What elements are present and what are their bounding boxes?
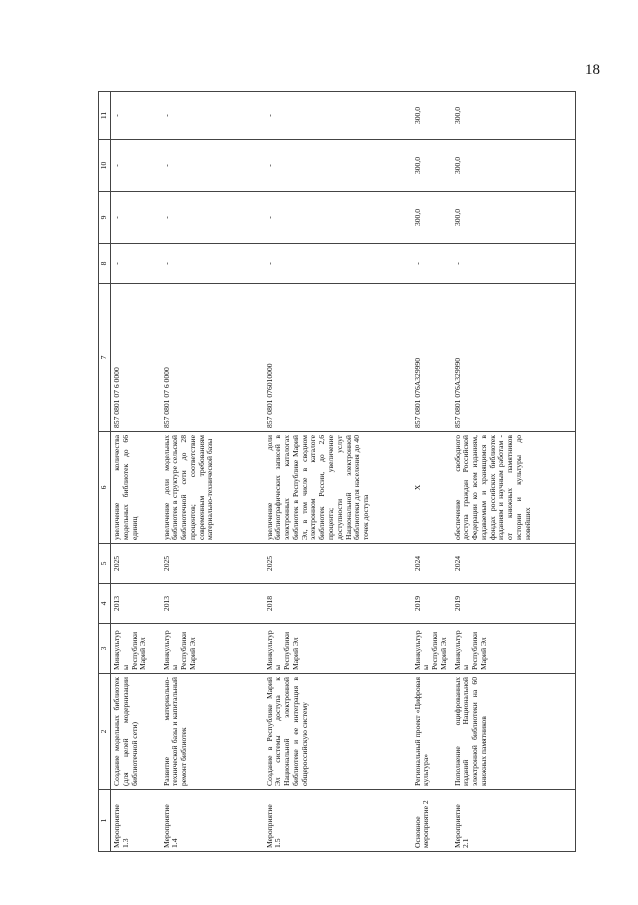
column-number-row [99,92,111,852]
amount-cell: - [161,244,264,284]
budget-code: 857 0801 07 6 0000 [161,284,264,432]
start-year: 2019 [412,584,452,624]
responsible-executor: Минкультуры Республики Марий Эл [161,624,264,674]
activity-name: Создание модельных библиотек (для целей модернизации библиотечной сети) [111,674,161,790]
amount-cell: 300,0 [452,192,576,244]
column-header: 10 [99,140,111,192]
program-activities-table [98,91,576,852]
end-year: 2025 [111,544,161,584]
start-year: 2013 [161,584,264,624]
table-row [264,92,412,852]
amount-cell: - [264,92,412,140]
column-header: 9 [99,192,111,244]
amount-cell: 300,0 [412,192,452,244]
column-header: 7 [99,284,111,432]
amount-cell: 300,0 [412,92,452,140]
expected-result: обеспечение свободного доступа граждан Российской Федерации ко всем изданиям, издаваемым и хранящимся в фондах российских библиотек изданиям и научным работам - от книжных памятников истории и культуры до новейших [452,432,576,544]
end-year: 2024 [412,544,452,584]
amount-cell: - [111,140,161,192]
column-header: 5 [99,544,111,584]
expected-result: увеличение доли модельных библиотек в структуре сельской библиотечной сети до 28 процентов; соответствие современным требованиям материально-технической базы [161,432,264,544]
responsible-executor: Минкультуры Республики Марий Эл [111,624,161,674]
column-header: 4 [99,584,111,624]
column-header: 1 [99,790,111,852]
end-year: 2025 [264,544,412,584]
amount-cell: - [452,244,576,284]
expected-result: X [412,432,452,544]
activity-id: Мероприятие 2.1 [452,790,576,852]
column-header: 2 [99,674,111,790]
budget-code: 857 0801 076А329990 [452,284,576,432]
activity-id: Основное мероприятие 2 [412,790,452,852]
amount-cell: - [264,244,412,284]
start-year: 2018 [264,584,412,624]
activity-name: Создание в Республике Марий Эл системы доступа к Национальной электронной библиотеке и ее интеграция в общероссийскую систему [264,674,412,790]
table-row [111,92,161,852]
amount-cell: - [111,192,161,244]
amount-cell: - [111,92,161,140]
responsible-executor: Минкультуры Республики Марий Эл [452,624,576,674]
rotated-page-content [98,92,630,852]
expected-result: увеличение доли библиографических записей в электронных каталогах библиотек в Республике Марий Эл, в том числе в сводном электронном каталоге библиотек России, до 2,6 процента; увеличение доступности услуг Национальной электронной библиотеки для населения до 40 точек доступа [264,432,412,544]
budget-code: 857 0801 07 6 0000 [111,284,161,432]
amount-cell: - [161,92,264,140]
amount-cell: - [412,244,452,284]
activity-name: Развитие материально-технической базы и капитальный ремонт библиотек [161,674,264,790]
budget-code: 857 0801 076010000 [264,284,412,432]
responsible-executor: Минкультуры Республики Марий Эл [412,624,452,674]
amount-cell: 300,0 [412,140,452,192]
activity-id: Мероприятие 1.3 [111,790,161,852]
table-row [412,92,452,852]
amount-cell: - [264,140,412,192]
activity-id: Мероприятие 1.4 [161,790,264,852]
activity-name: Пополнение оцифрованных изданий Национальной электронной библиотеки на 60 книжных памятников [452,674,576,790]
amount-cell: - [111,244,161,284]
table-row [161,92,264,852]
activity-id: Мероприятие 1.5 [264,790,412,852]
amount-cell: - [161,192,264,244]
end-year: 2024 [452,544,576,584]
amount-cell: 300,0 [452,92,576,140]
column-header: 6 [99,432,111,544]
page-number: 18 [585,62,600,78]
amount-cell: - [264,192,412,244]
table-row [452,92,576,852]
amount-cell: 300,0 [452,140,576,192]
amount-cell: - [161,140,264,192]
budget-code: 857 0801 076А329990 [412,284,452,432]
column-header: 8 [99,244,111,284]
start-year: 2013 [111,584,161,624]
responsible-executor: Минкультуры Республики Марий Эл [264,624,412,674]
activity-name: Региональный проект «Цифровая культура» [412,674,452,790]
start-year: 2019 [452,584,576,624]
expected-result: увеличение количества модельных библиотек до 66 единиц [111,432,161,544]
column-header: 11 [99,92,111,140]
column-header: 3 [99,624,111,674]
end-year: 2025 [161,544,264,584]
